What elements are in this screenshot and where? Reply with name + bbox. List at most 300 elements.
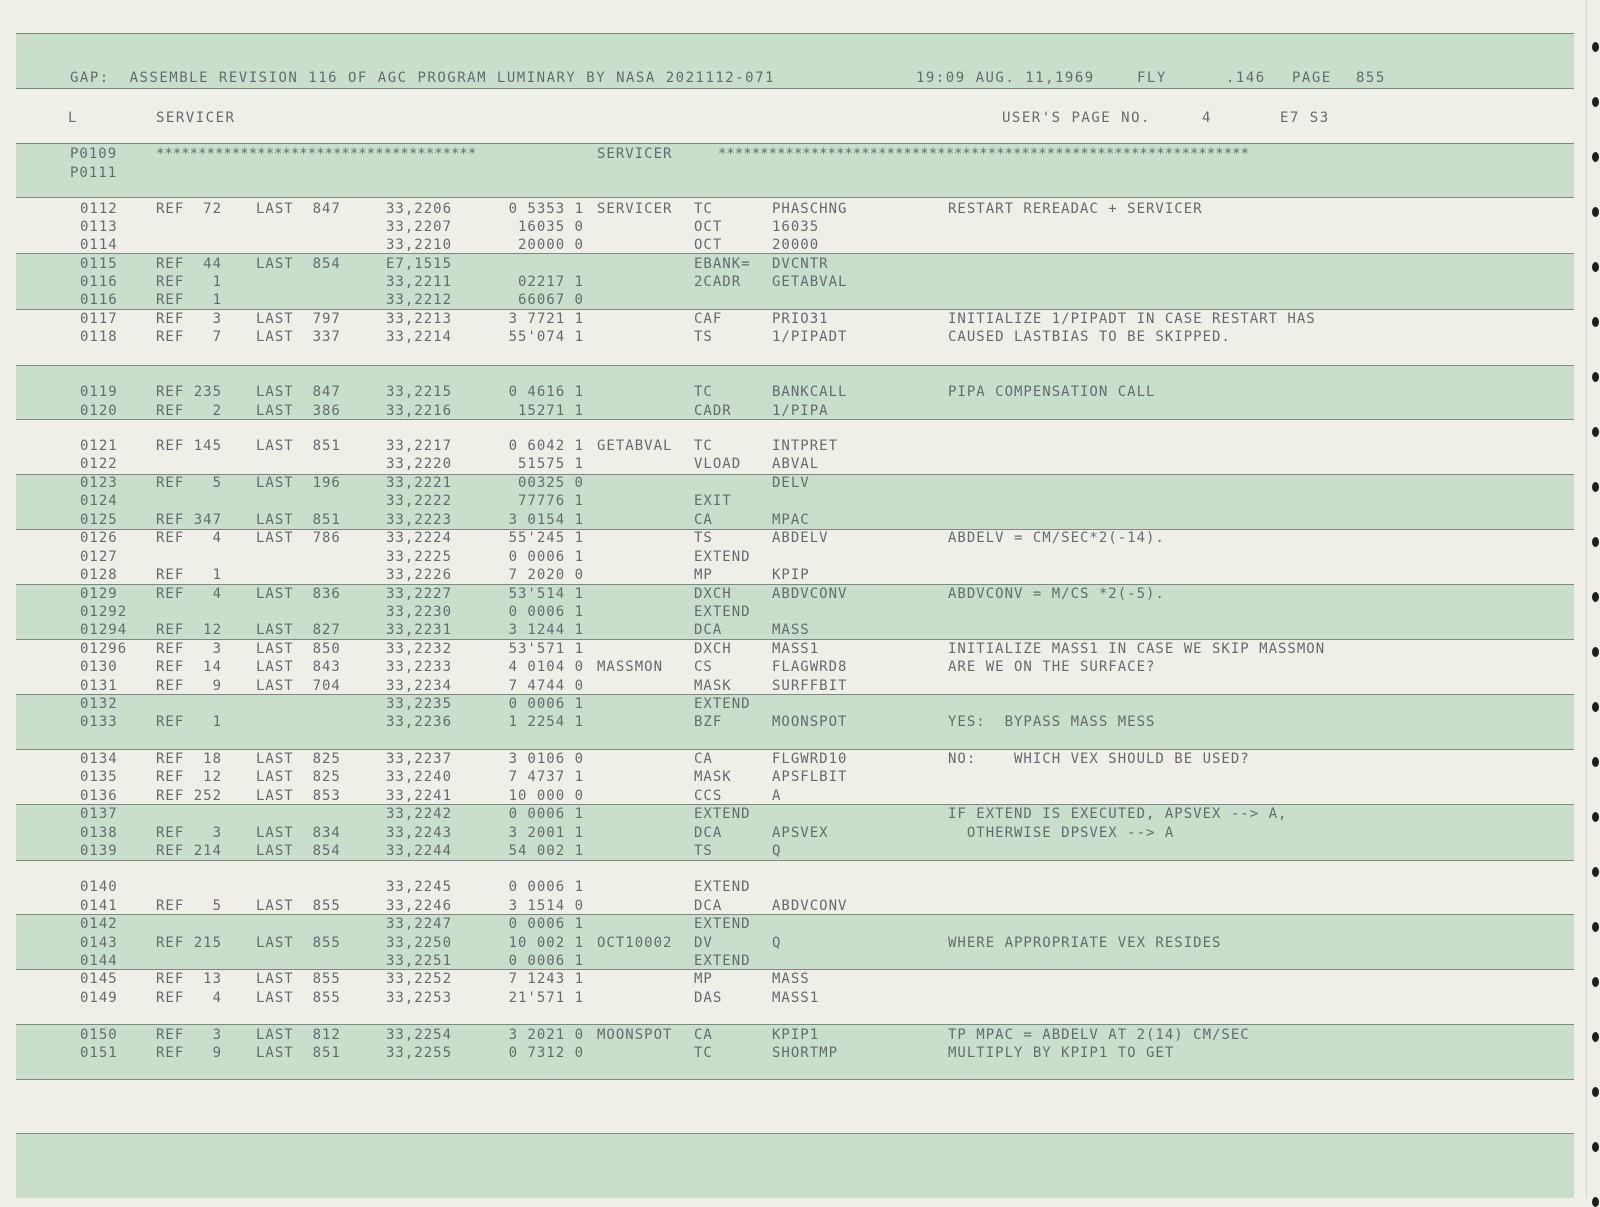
feed-hole [1592,1087,1599,1097]
users-page-number: 4 [1202,110,1212,126]
address: E7,1515 [386,256,453,272]
listing-row [0,475,1560,494]
feed-hole [1592,702,1599,712]
ref-count: REF 44 [156,256,223,272]
address: 33,2211 [386,274,453,290]
opcode: TC [694,201,713,217]
address: 33,2220 [386,456,453,472]
opcode: EXTEND [694,696,751,712]
last-page: LAST 855 [256,898,341,914]
banner-stars-left: ************************************** [156,146,477,162]
feed-hole [1592,977,1599,987]
tractor-feed-holes [1586,0,1600,1198]
operand: ABDVCONV [772,586,848,602]
line-number: 0115 [80,256,118,272]
page-label: PAGE [1292,70,1332,86]
ref-count: REF 145 [156,438,223,454]
listing-row [0,898,1560,917]
ref-count: REF 9 [156,678,223,694]
symbol-label: MASSMON [597,659,664,675]
opcode: 2CADR [694,274,742,290]
operand: MPAC [772,512,810,528]
octal-code: 3 7721 1 [508,311,584,327]
ref-count: REF 12 [156,769,223,785]
operand: SURFFBIT [772,678,848,694]
address: 33,2254 [386,1027,453,1043]
opcode: DAS [694,990,723,1006]
timestamp: 19:09 AUG. 11,1969 [916,70,1095,86]
ref-count: REF 215 [156,935,223,951]
comment: WHERE APPROPRIATE VEX RESIDES [948,935,1222,951]
listing-row [0,678,1560,697]
divider [16,1133,1574,1134]
symbol-label: OCT10002 [597,935,673,951]
opcode: EXTEND [694,549,751,565]
address: 33,2243 [386,825,453,841]
listing-row [0,806,1560,825]
last-page: LAST 825 [256,769,341,785]
opcode: DCA [694,825,723,841]
comment: IF EXTEND IS EXECUTED, APSVEX --> A, [948,806,1288,822]
operand: MASS [772,622,810,638]
operand: FLAGWRD8 [772,659,848,675]
feed-hole [1592,537,1599,547]
octal-code: 4 0104 0 [508,659,584,675]
octal-code: 0 0006 1 [508,916,584,932]
listing-row [0,549,1560,568]
listing-row [0,311,1560,330]
line-number: 0135 [80,769,118,785]
line-number: 0150 [80,1027,118,1043]
ref-count: REF 2 [156,403,223,419]
address: 33,2246 [386,898,453,914]
last-page: LAST 843 [256,659,341,675]
octal-code: 0 0006 1 [508,879,584,895]
comment: NO: WHICH VEX SHOULD BE USED? [948,751,1250,767]
operand: MASS1 [772,990,820,1006]
comment: ABDELV = CM/SEC*2(-14). [948,530,1165,546]
last-page: LAST 827 [256,622,341,638]
opcode: TS [694,329,713,345]
feed-hole [1592,922,1599,932]
operand: DVCNTR [772,256,829,272]
listing-row [0,530,1560,549]
line-number: 0134 [80,751,118,767]
opcode: TC [694,1045,713,1061]
feed-hole [1592,262,1599,272]
opcode: CS [694,659,713,675]
fly-flag: FLY [1137,70,1167,86]
opcode: DV [694,935,713,951]
ref-count: REF 4 [156,990,223,1006]
address: 33,2245 [386,879,453,895]
octal-code: 3 2001 1 [508,825,584,841]
octal-code: 51575 1 [517,456,584,472]
address: 33,2242 [386,806,453,822]
ref-count: REF 252 [156,788,223,804]
last-page: LAST 854 [256,256,341,272]
divider [16,1024,1574,1025]
divider [16,88,1574,89]
listing-row [0,659,1560,678]
operand: FLGWRD10 [772,751,848,767]
ref-count: REF 235 [156,384,223,400]
address: 33,2225 [386,549,453,565]
operand: PHASCHNG [772,201,848,217]
last-page: LAST 786 [256,530,341,546]
operand: GETABVAL [772,274,848,290]
octal-code: 10 000 0 [508,788,584,804]
operand: KPIP1 [772,1027,820,1043]
octal-code: 3 1244 1 [508,622,584,638]
address: 33,2216 [386,403,453,419]
symbol-label: GETABVAL [597,438,673,454]
line-number: 0128 [80,567,118,583]
opcode: CA [694,512,713,528]
last-page: LAST 836 [256,586,341,602]
listing-row [0,825,1560,844]
line-number: 0118 [80,329,118,345]
feed-hole [1592,372,1599,382]
listing-row [0,1045,1560,1064]
divider [16,143,1574,144]
line-number: 0136 [80,788,118,804]
listing-row [0,567,1560,586]
comment: INITIALIZE 1/PIPADT IN CASE RESTART HAS [948,311,1316,327]
last-page: LAST 196 [256,475,341,491]
last-page: LAST 834 [256,825,341,841]
comment: OTHERWISE DPSVEX --> A [948,825,1175,841]
ref-count: REF 9 [156,1045,223,1061]
listing-row [0,403,1560,422]
ref-count: REF 3 [156,641,223,657]
line-number: 0133 [80,714,118,730]
address: 33,2231 [386,622,453,638]
address: 33,2235 [386,696,453,712]
listing-row [0,256,1560,275]
line-number: 0137 [80,806,118,822]
address: 33,2250 [386,935,453,951]
octal-code: 02217 1 [517,274,584,290]
ref-count: REF 1 [156,292,223,308]
octal-code: 0 4616 1 [508,384,584,400]
octal-code: 3 0106 0 [508,751,584,767]
last-page: LAST 812 [256,1027,341,1043]
feed-hole [1592,1197,1599,1207]
listing-row [0,456,1560,475]
last-page: LAST 850 [256,641,341,657]
operand: A [772,788,782,804]
opcode: CAF [694,311,723,327]
ref-count: REF 7 [156,329,223,345]
opcode: EXTEND [694,806,751,822]
octal-code: 00325 0 [517,475,584,491]
line-number: 0131 [80,678,118,694]
ref-count: REF 4 [156,530,223,546]
line-number: 0141 [80,898,118,914]
line-number: 01294 [80,622,128,638]
operand: 20000 [772,237,820,253]
version-code: .146 [1226,70,1266,86]
octal-code: 55'245 1 [508,530,584,546]
comment: TP MPAC = ABDELV AT 2(14) CM/SEC [948,1027,1250,1043]
last-page: LAST 704 [256,678,341,694]
listing-row [0,219,1560,238]
listing-row [0,714,1560,733]
octal-code: 0 0006 1 [508,604,584,620]
opcode: VLOAD [694,456,742,472]
divider [16,33,1574,34]
feed-hole [1592,42,1599,52]
octal-code: 15271 1 [517,403,584,419]
address: 33,2227 [386,586,453,602]
address: 33,2241 [386,788,453,804]
last-page: LAST 853 [256,788,341,804]
opcode: EXTEND [694,953,751,969]
operand: 1/PIPADT [772,329,848,345]
feed-hole [1592,207,1599,217]
opcode: CA [694,751,713,767]
octal-code: 7 4744 0 [508,678,584,694]
octal-code: 53'571 1 [508,641,584,657]
operand: APSVEX [772,825,829,841]
listing-row [0,622,1560,641]
line-number: 0120 [80,403,118,419]
listing-row [0,879,1560,898]
line-number: 0138 [80,825,118,841]
operand: Q [772,843,782,859]
operand: ABDVCONV [772,898,848,914]
ref-count: REF 13 [156,971,223,987]
listing-row [0,237,1560,256]
opcode: TC [694,384,713,400]
address: 33,2226 [386,567,453,583]
line-number: 0123 [80,475,118,491]
line-number: 0130 [80,659,118,675]
banner-line-number: P0111 [70,165,118,181]
octal-code: 0 0006 1 [508,953,584,969]
listing-row [0,788,1560,807]
octal-code: 54 002 1 [508,843,584,859]
line-number: 0127 [80,549,118,565]
users-page-label: USER'S PAGE NO. [1002,110,1151,126]
octal-code: 0 0006 1 [508,549,584,565]
last-page: LAST 337 [256,329,341,345]
banner-stars-right: *************************************************************** [718,146,1250,162]
feed-hole [1592,1032,1599,1042]
opcode: EXTEND [694,604,751,620]
operand: INTPRET [772,438,839,454]
line-number: 0116 [80,292,118,308]
line-number: 0117 [80,311,118,327]
comment: ABDVCONV = M/CS *2(-5). [948,586,1165,602]
opcode: EBANK= [694,256,751,272]
last-page: LAST 854 [256,843,341,859]
listing-row [0,512,1560,531]
operand: DELV [772,475,810,491]
listing-row [0,493,1560,512]
operand: PRIO31 [772,311,829,327]
opcode: TS [694,530,713,546]
listing-row [0,274,1560,293]
feed-hole [1592,97,1599,107]
octal-code: 3 1514 0 [508,898,584,914]
operand: 16035 [772,219,820,235]
operand: BANKCALL [772,384,848,400]
listing-row [0,438,1560,457]
octal-code: 53'514 1 [508,586,584,602]
last-page: LAST 851 [256,438,341,454]
line-number: 0114 [80,237,118,253]
operand: SHORTMP [772,1045,839,1061]
address: 33,2222 [386,493,453,509]
octal-code: 20000 0 [517,237,584,253]
listing-row [0,586,1560,605]
address: 33,2221 [386,475,453,491]
feed-hole [1592,317,1599,327]
line-number: 01292 [80,604,128,620]
last-page: LAST 847 [256,384,341,400]
feed-hole [1592,867,1599,877]
line-number: 0142 [80,916,118,932]
opcode: CADR [694,403,732,419]
opcode: EXTEND [694,879,751,895]
last-page: LAST 386 [256,403,341,419]
line-number: 0149 [80,990,118,1006]
listing-row [0,916,1560,935]
banner-line-number: P0109 [70,146,118,162]
octal-code: 77776 1 [517,493,584,509]
listing-row [0,292,1560,311]
octal-code: 0 5353 1 [508,201,584,217]
octal-code: 0 0006 1 [508,696,584,712]
address: 33,2217 [386,438,453,454]
octal-code: 7 4737 1 [508,769,584,785]
listing-row [0,935,1560,954]
feed-hole [1592,427,1599,437]
operand: 1/PIPA [772,403,829,419]
bank-sector: E7 S3 [1280,110,1330,126]
feed-hole [1592,152,1599,162]
ref-count: REF 3 [156,1027,223,1043]
last-page: LAST 797 [256,311,341,327]
ref-count: REF 5 [156,898,223,914]
line-number: 0112 [80,201,118,217]
listing-flag: L [68,110,78,126]
listing-row [0,1027,1560,1046]
listing-row [0,843,1560,862]
operand: Q [772,935,782,951]
ref-count: REF 1 [156,567,223,583]
paper-band [16,1133,1574,1198]
section-name: SERVICER [156,110,236,126]
listing-row [0,696,1560,715]
opcode: DCA [694,898,723,914]
line-number: 0126 [80,530,118,546]
opcode: TS [694,843,713,859]
banner-row [0,165,1560,184]
octal-code: 3 2021 0 [508,1027,584,1043]
octal-code: 3 0154 1 [508,512,584,528]
opcode: BZF [694,714,723,730]
feed-hole [1592,1142,1599,1152]
address: 33,2251 [386,953,453,969]
section-banner [0,146,1560,165]
ref-count: REF 214 [156,843,223,859]
comment: RESTART REREADAC + SERVICER [948,201,1203,217]
opcode: OCT [694,219,723,235]
opcode: DXCH [694,641,732,657]
line-number: 0145 [80,971,118,987]
ref-count: REF 72 [156,201,223,217]
divider [16,365,1574,366]
opcode: CCS [694,788,723,804]
listing-row [0,990,1560,1009]
feed-hole [1592,812,1599,822]
address: 33,2236 [386,714,453,730]
opcode: MASK [694,769,732,785]
octal-code: 1 2254 1 [508,714,584,730]
octal-code: 66067 0 [517,292,584,308]
octal-code: 0 6042 1 [508,438,584,454]
listing-row [0,641,1560,660]
line-number: 0139 [80,843,118,859]
address: 33,2223 [386,512,453,528]
ref-count: REF 4 [156,586,223,602]
address: 33,2234 [386,678,453,694]
opcode: EXTEND [694,916,751,932]
divider [16,1079,1574,1080]
octal-code: 0 0006 1 [508,806,584,822]
ref-count: REF 3 [156,825,223,841]
last-page: LAST 851 [256,1045,341,1061]
line-number: 0144 [80,953,118,969]
feed-hole [1592,592,1599,602]
line-number: 0119 [80,384,118,400]
ref-count: REF 12 [156,622,223,638]
line-number: 0124 [80,493,118,509]
feed-hole [1592,482,1599,492]
address: 33,2206 [386,201,453,217]
address: 33,2213 [386,311,453,327]
ref-count: REF 1 [156,274,223,290]
line-number: 0113 [80,219,118,235]
line-number: 0125 [80,512,118,528]
ref-count: REF 1 [156,714,223,730]
comment: CAUSED LASTBIAS TO BE SKIPPED. [948,329,1231,345]
last-page: LAST 825 [256,751,341,767]
address: 33,2255 [386,1045,453,1061]
opcode: MP [694,971,713,987]
operand: MASS1 [772,641,820,657]
comment: PIPA COMPENSATION CALL [948,384,1156,400]
line-number: 0143 [80,935,118,951]
octal-code: 0 7312 0 [508,1045,584,1061]
line-number: 0129 [80,586,118,602]
opcode: DXCH [694,586,732,602]
address: 33,2212 [386,292,453,308]
octal-code: 10 002 1 [508,935,584,951]
page-number: 855 [1356,70,1386,86]
listing-row [0,953,1560,972]
line-number: 0122 [80,456,118,472]
comment: YES: BYPASS MASS MESS [948,714,1156,730]
last-page: LAST 855 [256,935,341,951]
address: 33,2210 [386,237,453,253]
line-number: 0132 [80,696,118,712]
address: 33,2214 [386,329,453,345]
address: 33,2233 [386,659,453,675]
